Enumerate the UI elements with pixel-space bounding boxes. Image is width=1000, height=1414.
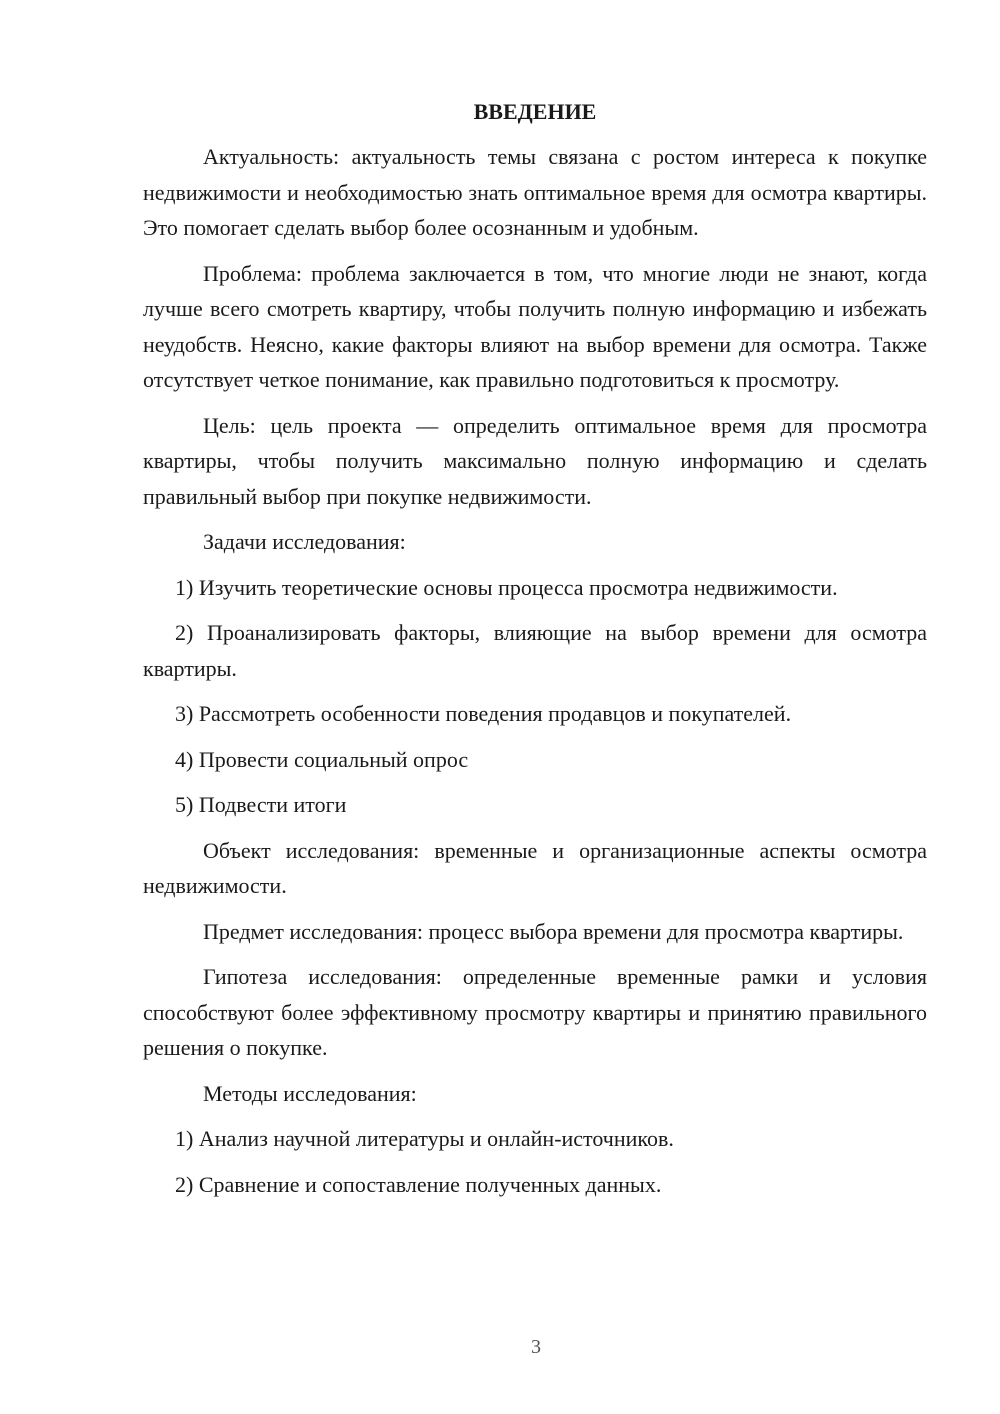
- section-title: ВВЕДЕНИЕ: [473, 99, 597, 124]
- list-item: 1) Анализ научной литературы и онлайн-источников.: [175, 1126, 674, 1151]
- list-item: 5) Подвести итоги: [175, 792, 347, 817]
- list-item: 4) Провести социальный опрос: [175, 746, 469, 772]
- list-item: 2) Проанализировать факторы, влияющие на выбор времени для осмотра квартиры.: [143, 620, 927, 681]
- paragraph-relevance: Актуальность: актуальность темы связана с ростом интереса к покупке недвижимости и необходимостью знать оптимальное время для осмотра квартиры. Это помогает сделать выбор более осознанным и удобным.: [143, 144, 927, 240]
- page-number: 3: [531, 1336, 541, 1358]
- paragraph-subject: Предмет исследования: процесс выбора времени для просмотра квартиры.: [203, 918, 904, 944]
- methods-heading: Методы исследования:: [203, 1080, 417, 1106]
- paragraph-hypothesis: Гипотеза исследования: определенные временные рамки и условия способствуют более эффективному просмотру квартиры и принятию правильного решения о покупке.: [143, 964, 927, 1060]
- page-content: [143, 94, 927, 1212]
- list-item: 1) Изучить теоретические основы процесса просмотра недвижимости.: [175, 574, 838, 600]
- paragraph-problem: Проблема: проблема заключается в том, что многие люди не знают, когда лучше всего смотреть квартиру, чтобы получить полную информацию и избежать неудобств. Неясно, какие факторы влияют на выбор времени для осмотра. Также отсутствует четкое понимание, как правильно подготовиться к просмотру.: [143, 260, 927, 392]
- paragraph-object: Объект исследования: временные и организационные аспекты осмотра недвижимости.: [143, 837, 927, 898]
- list-item: 2) Сравнение и сопоставление полученных данных.: [175, 1171, 662, 1197]
- tasks-heading: Задачи исследования:: [203, 529, 406, 554]
- tasks-list: [143, 570, 927, 823]
- list-item: 3) Рассмотреть особенности поведения продавцов и покупателей.: [175, 701, 792, 726]
- paragraph-goal: Цель: цель проекта — определить оптимальное время для просмотра квартиры, чтобы получить максимально полную информацию и сделать правильный выбор при покупке недвижимости.: [143, 412, 927, 509]
- methods-list: [143, 1121, 927, 1202]
